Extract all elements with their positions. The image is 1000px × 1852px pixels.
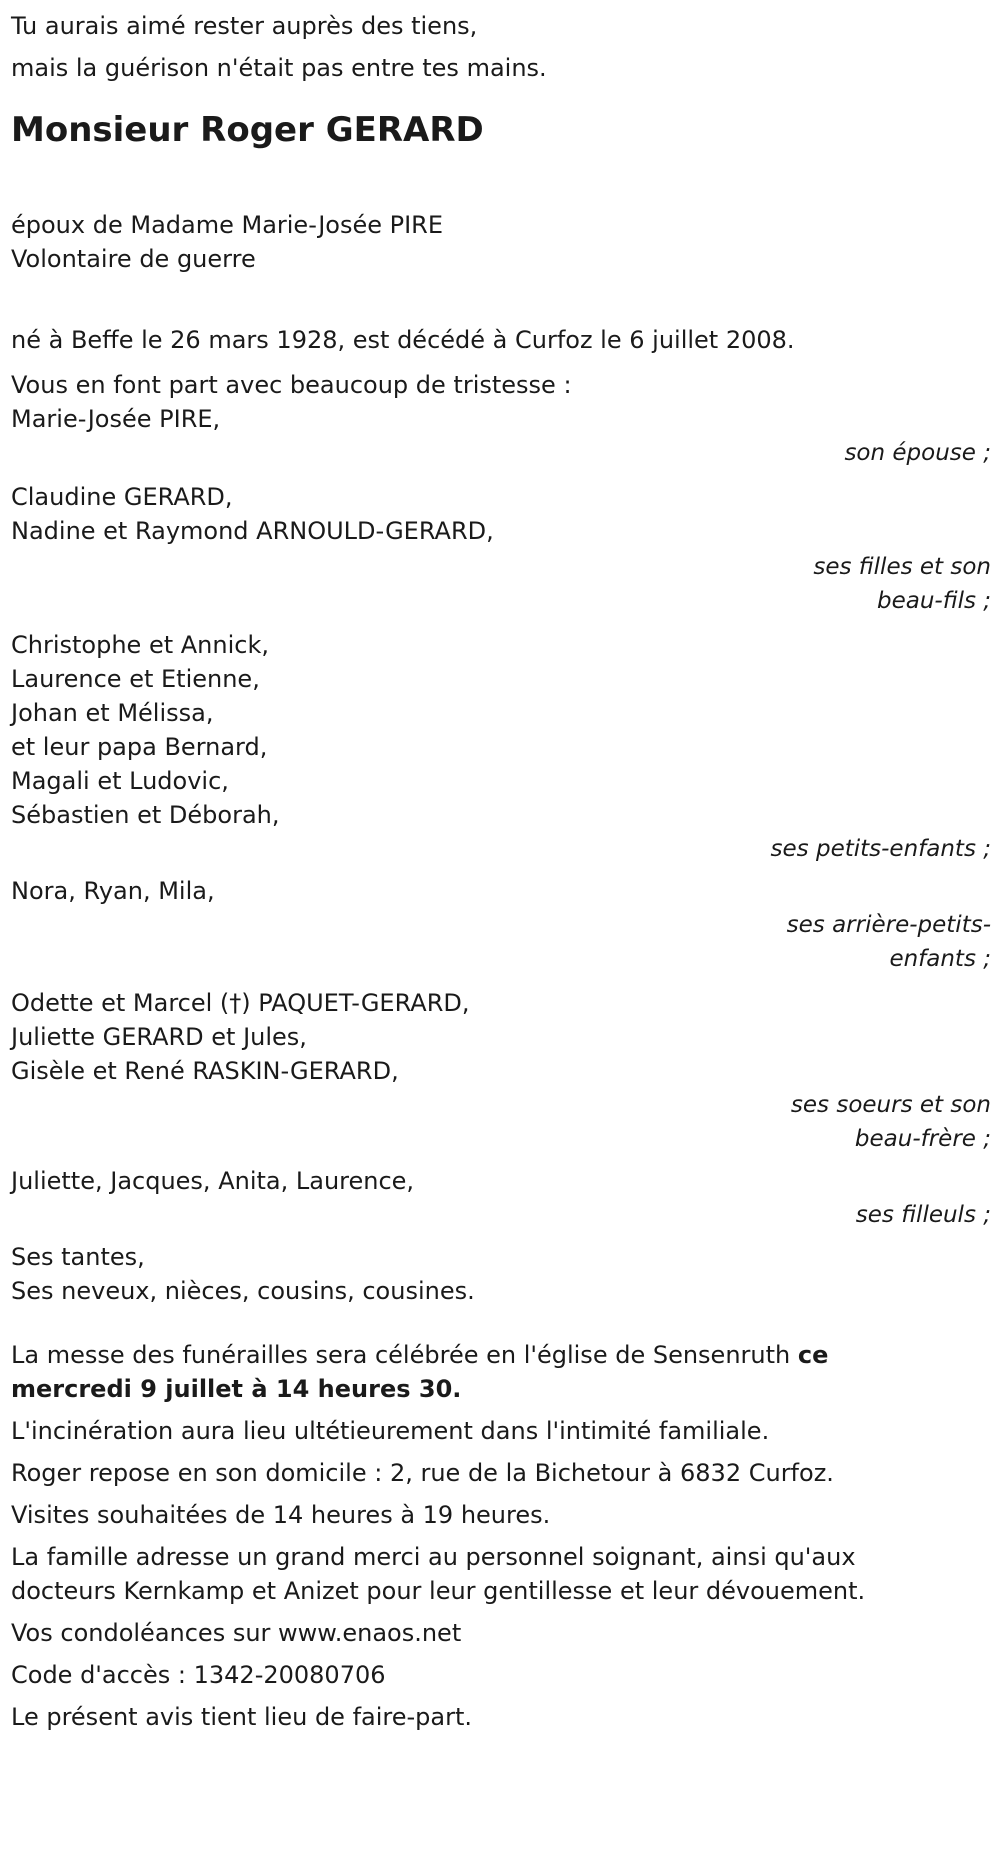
- family-relation: ses petits-enfants ;: [770, 836, 991, 862]
- funeral-mass-text: La messe des funérailles sera célébrée en l'église de Sensenruth: [11, 1341, 798, 1369]
- family-name: et leur papa Bernard,: [11, 733, 268, 761]
- funeral-mass-info: [11, 1338, 941, 1406]
- spouse-info: [11, 208, 991, 276]
- thanks-note: La famille adresse un grand merci au personnel soignant, ainsi qu'aux docteurs Kernkamp et Anizet pour leur gentillesse et leur dévouement.: [11, 1543, 866, 1605]
- family-relation: ses filleuls ;: [855, 1202, 991, 1228]
- family-name: Nora, Ryan, Mila,: [11, 877, 215, 905]
- intro-poem: [11, 6, 991, 88]
- visits-note: Visites souhaitées de 14 heures à 19 heures.: [11, 1501, 551, 1529]
- access-code: Code d'accès : 1342-20080706: [11, 1661, 386, 1689]
- other-relatives-line: Ses tantes,: [11, 1243, 145, 1271]
- family-name: Gisèle et René RASKIN-GERARD,: [11, 1057, 399, 1085]
- family-name: Laurence et Etienne,: [11, 665, 260, 693]
- family-name: Juliette, Jacques, Anita, Laurence,: [11, 1167, 415, 1195]
- intro-line-1: Tu aurais aimé rester auprès des tiens,: [11, 12, 478, 40]
- family-name: Sébastien et Déborah,: [11, 801, 280, 829]
- family-group-sisters: [11, 986, 991, 1156]
- family-group-godchildren: [11, 1164, 991, 1232]
- family-name: Marie-Josée PIRE,: [11, 405, 221, 433]
- residence-note: Roger repose en son domicile : 2, rue de la Bichetour à 6832 Curfoz.: [11, 1459, 834, 1487]
- other-relatives: [11, 1240, 991, 1308]
- deceased-name-title: Monsieur Roger GERARD: [11, 110, 484, 150]
- cremation-note: L'incinération aura lieu ultétieurement dans l'intimité familiale.: [11, 1417, 770, 1445]
- funeral-mass-datetime: ce mercredi 9 juillet à 14 heures 30.: [11, 1341, 829, 1403]
- family-name: Claudine GERARD,: [11, 483, 233, 511]
- family-relation: ses arrière-petits-enfants ;: [786, 912, 991, 972]
- family-relation: son épouse ;: [844, 440, 991, 466]
- family-name: Juliette GERARD et Jules,: [11, 1023, 307, 1051]
- closing-note: Le présent avis tient lieu de faire-part.: [11, 1703, 473, 1731]
- family-group-great-grandchildren: [11, 874, 991, 976]
- family-group-spouse: [11, 402, 991, 470]
- other-relatives-line: Ses neveux, nièces, cousins, cousines.: [11, 1277, 475, 1305]
- family-name: Magali et Ludovic,: [11, 767, 229, 795]
- family-name: Christophe et Annick,: [11, 631, 269, 659]
- family-name: Nadine et Raymond ARNOULD-GERARD,: [11, 517, 494, 545]
- family-name: Johan et Mélissa,: [11, 699, 214, 727]
- family-relation: ses filles et son beau-fils ;: [813, 554, 991, 614]
- family-group-daughters: [11, 480, 991, 618]
- intro-line-2: mais la guérison n'était pas entre tes mains.: [11, 54, 547, 82]
- veteran-line: Volontaire de guerre: [11, 245, 256, 273]
- obituary-document: [11, 6, 991, 1734]
- spouse-line: époux de Madame Marie-Josée PIRE: [11, 211, 444, 239]
- condolences-link[interactable]: Vos condoléances sur www.enaos.net: [11, 1619, 462, 1647]
- announcement-line: Vous en font part avec beaucoup de tristesse :: [11, 371, 572, 399]
- birth-death-line: né à Beffe le 26 mars 1928, est décédé à Curfoz le 6 juillet 2008.: [11, 326, 795, 354]
- family-relation: ses soeurs et son beau-frère ;: [790, 1092, 991, 1152]
- family-name: Odette et Marcel (†) PAQUET-GERARD,: [11, 989, 470, 1017]
- family-group-grandchildren: [11, 628, 991, 866]
